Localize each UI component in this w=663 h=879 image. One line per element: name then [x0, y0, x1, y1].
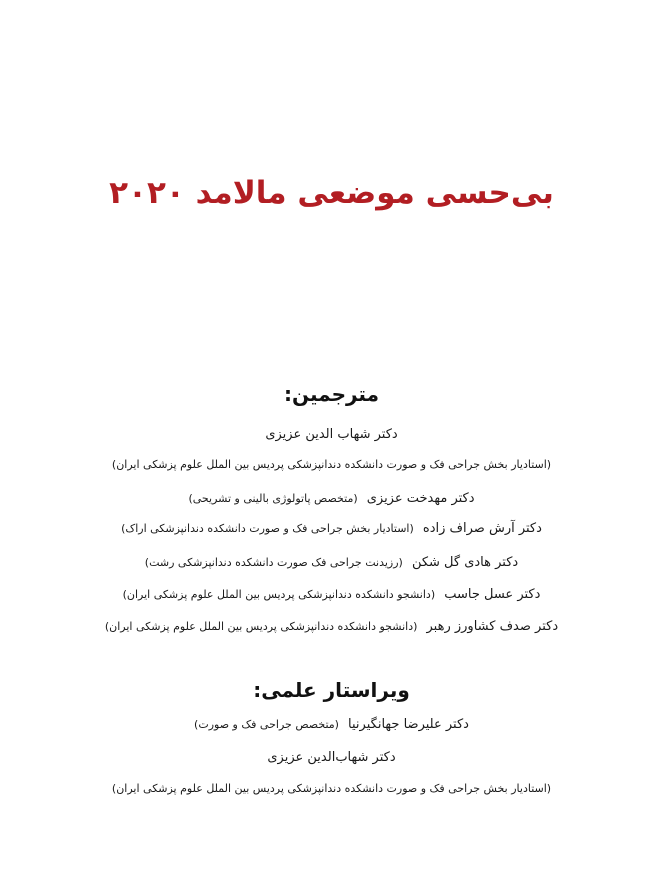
- translator-name: دکتر آرش صراف زاده: [422, 521, 542, 536]
- editor-name: دکتر علیرضا جهانگیرنیا: [348, 717, 469, 732]
- translator-line-4: [0, 516, 663, 540]
- translator-line-2: [0, 452, 663, 476]
- translator-name: دکتر صدف کشاورز رهبر: [426, 619, 559, 634]
- editor-line-2: [0, 745, 663, 769]
- translator-name: دکتر هادی گل شکن: [411, 555, 519, 570]
- translator-line-5: [0, 550, 663, 574]
- editor-name: دکتر شهاب‌الدین عزیزی: [267, 750, 396, 765]
- translator-name: دکتر شهاب الدین عزیزی: [265, 427, 398, 442]
- translator-line-3: [0, 486, 663, 510]
- translators-heading: مترجمین:: [284, 382, 379, 406]
- translator-affiliation: (دانشجو دانشکده دندانپزشکی پردیس بین الملل علوم پزشکی ایران): [104, 620, 418, 633]
- translator-name: دکتر مهدخت عزیزی: [366, 491, 475, 506]
- translator-line-7: [0, 614, 663, 638]
- translator-line-1: [0, 422, 663, 446]
- translator-affiliation: (استادیار بخش جراحی فک و صورت دانشکده دندانپزشکی پردیس بین الملل علوم پزشکی ایران): [111, 458, 552, 471]
- editor-line-3: [0, 776, 663, 800]
- translator-affiliation: (رزیدنت جراحی فک صورت دانشکده دندانپزشکی رشت): [144, 556, 403, 569]
- editors-heading: ویراستار علمی:: [253, 678, 410, 702]
- editor-affiliation: (متخصص جراحی فک و صورت): [194, 718, 339, 731]
- translator-affiliation: (استادیار بخش جراحی فک و صورت دانشکده دندانپزشکی اراک): [121, 522, 414, 535]
- book-title: بی‌حسی موضعی مالامد ۲۰۲۰: [109, 175, 554, 211]
- translator-line-6: [0, 582, 663, 606]
- editor-line-1: [0, 712, 663, 736]
- editor-affiliation: (استادیار بخش جراحی فک و صورت دانشکده دندانپزشکی پردیس بین الملل علوم پزشکی ایران): [111, 782, 552, 795]
- translator-affiliation: (متخصص پاتولوژی بالینی و تشریحی): [188, 492, 358, 505]
- translator-name: دکتر عسل جاسب: [444, 587, 541, 602]
- translator-affiliation: (دانشجو دانشکده دندانپزشکی پردیس بین الملل علوم پزشکی ایران): [122, 588, 436, 601]
